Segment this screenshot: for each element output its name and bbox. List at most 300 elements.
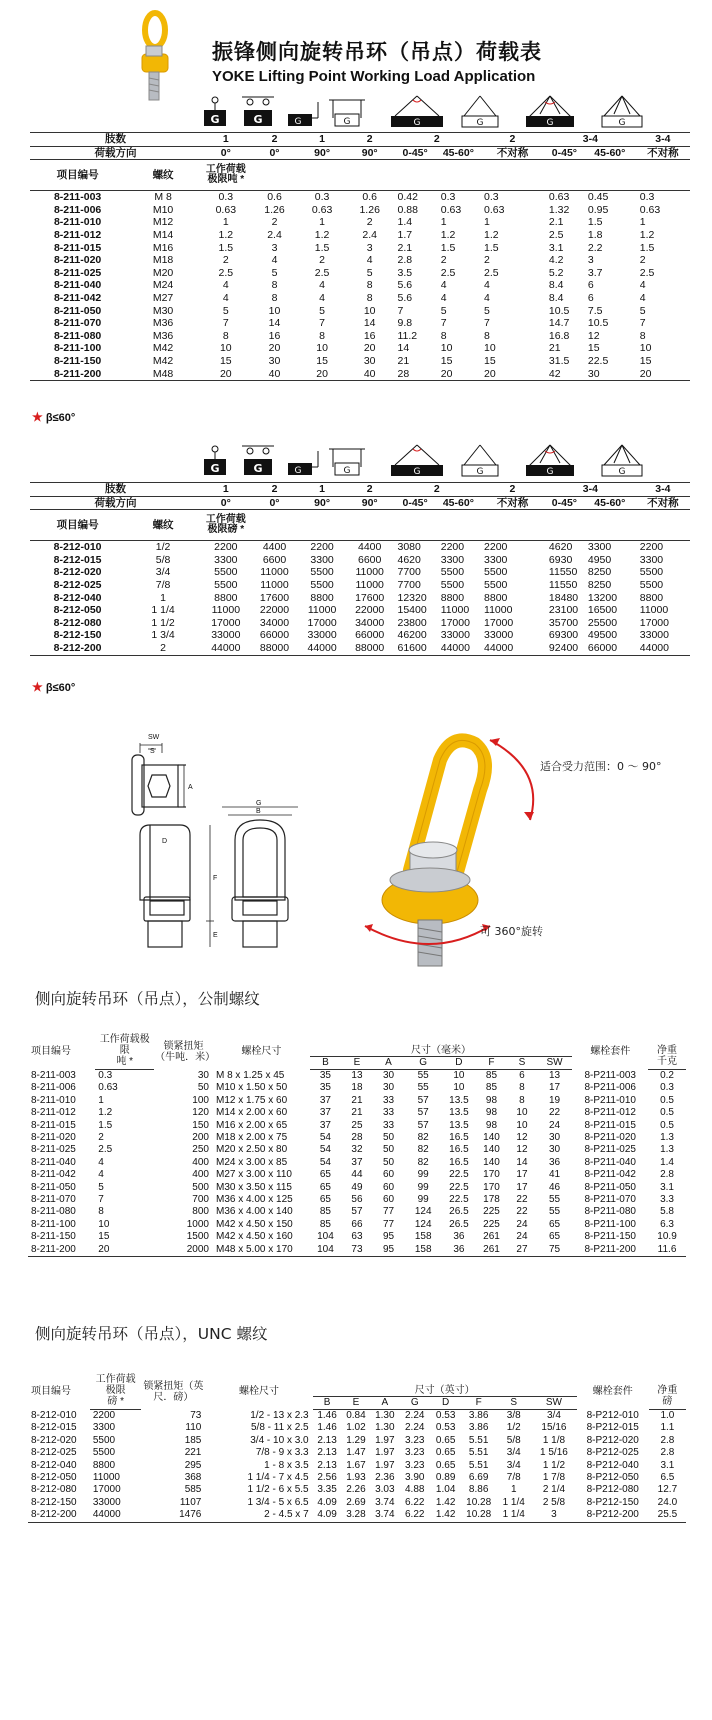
load-value: 5.2	[548, 266, 564, 279]
load-value: 0.3	[314, 191, 330, 204]
dim-s: 8	[519, 1082, 525, 1094]
dim-b: 85	[319, 1206, 331, 1218]
load-value: 4	[319, 291, 326, 304]
dim-b: 54	[319, 1156, 331, 1168]
load-value: 25500	[587, 616, 618, 629]
dim-b: 35	[319, 1069, 331, 1081]
dim-a: 95	[382, 1231, 395, 1243]
torque: 150	[192, 1119, 209, 1131]
dim-sw: 55	[548, 1193, 561, 1205]
load-value: 8	[319, 329, 326, 342]
bolt-kit: 8-P212-015	[586, 1422, 639, 1434]
dim-b: 2.13	[317, 1459, 337, 1471]
wll: 20	[95, 1244, 154, 1257]
dim-e: 44	[351, 1169, 363, 1181]
item-code: 8-211-012	[31, 1107, 76, 1119]
load-value: 17600	[259, 591, 290, 604]
item-code: 8-211-070	[31, 1193, 76, 1205]
direction-row: 荷载方向 0° 0° 90° 90° 0-45° 45-60° 不对称 0-45° 45-60° 不对称	[30, 496, 690, 510]
dim-a: 50	[382, 1131, 395, 1143]
bolt-size: M10 x 1.50 x 50	[215, 1082, 288, 1094]
load-value: 1	[440, 216, 447, 229]
load-value: 0.63	[548, 191, 570, 204]
load-value: 0.6	[267, 191, 282, 204]
torque: 250	[192, 1144, 209, 1156]
load-value: 2.8	[397, 254, 413, 267]
dim-f: 140	[483, 1131, 500, 1143]
load-value: 8.4	[548, 291, 564, 304]
dim-a: 1.30	[375, 1409, 395, 1421]
dim-a: 95	[373, 1244, 405, 1257]
dim-sw: 13	[548, 1069, 561, 1081]
bolt-size: M27 x 3.00 x 110	[215, 1169, 292, 1181]
torque: 500	[192, 1181, 209, 1193]
dim-e: 1.02	[346, 1422, 366, 1434]
thread: M24	[152, 279, 174, 292]
dim-f: 98	[485, 1094, 498, 1106]
load-value: 20	[437, 368, 480, 381]
load-value: 14	[363, 317, 376, 330]
item-code: 8-211-010	[31, 1094, 76, 1106]
thread: M12	[152, 216, 174, 229]
dim-a: 50	[382, 1144, 395, 1156]
double-side-icon	[325, 94, 369, 128]
item-code-header: 项目编号	[31, 1386, 71, 1398]
load-value: 14	[268, 317, 281, 330]
load-value: 7	[484, 317, 490, 330]
dim-sw: 17	[548, 1082, 561, 1094]
load-value: 22.5	[587, 354, 609, 367]
bolt-size-header: 螺栓尺寸	[239, 1386, 279, 1398]
load-value: 2.5	[314, 266, 330, 279]
load-value: 17000	[484, 616, 514, 629]
legs-row: 肢数 1 2 1 2 2 2 3-4 3-4	[30, 483, 690, 497]
load-value: 15400	[397, 604, 427, 617]
load-value: 10	[363, 304, 376, 317]
load-value: 46200	[397, 629, 427, 642]
load-value: 34000	[355, 616, 385, 629]
item-code: 8-212-080	[31, 1484, 77, 1496]
dim-g: 158	[404, 1244, 442, 1257]
table-row	[30, 292, 690, 305]
wll: 0.63	[98, 1082, 118, 1094]
load-value: 1.5	[218, 241, 234, 254]
item-code: 8-211-006	[31, 1082, 76, 1094]
dimension-header: 尺寸（英寸）	[313, 1374, 577, 1396]
dim-d: 10	[453, 1082, 465, 1094]
dim-b: 37	[319, 1119, 331, 1131]
thread: M20	[152, 266, 174, 279]
svg-text:G: G	[343, 466, 351, 476]
weight: 11.6	[648, 1244, 686, 1257]
beta-note-2: ★ β≤60°	[32, 680, 76, 694]
load-value: 0.3	[440, 191, 456, 204]
dim-s: 17	[516, 1169, 528, 1181]
dim-a: A	[188, 784, 193, 791]
load-value: 44000	[480, 642, 545, 655]
dim-g: 82	[417, 1156, 429, 1168]
load-value: 8800	[310, 591, 334, 604]
dim-d: 0.65	[435, 1447, 456, 1459]
load-value: 16	[268, 329, 281, 342]
dim-b: 4.09	[313, 1509, 342, 1522]
torque: 1107	[179, 1496, 202, 1508]
item-code: 8-212-200	[28, 1509, 90, 1522]
load-value: 33000	[440, 629, 470, 642]
load-value: 5	[639, 304, 646, 317]
single-vertical-icon	[193, 94, 237, 128]
table-row	[28, 1231, 686, 1243]
bolt-kit: 8-P211-080	[584, 1206, 636, 1218]
table-row	[28, 1460, 686, 1472]
item-code: 8-212-010	[31, 1409, 77, 1421]
dim-d: 1.42	[430, 1509, 461, 1522]
single-side-icon	[280, 94, 324, 128]
dim-s: 6	[519, 1069, 525, 1081]
dim-d: 22.5	[449, 1169, 469, 1181]
item-code: 8-211-150	[31, 1231, 76, 1243]
dim-s: 12	[516, 1144, 528, 1156]
load-value: 0.63	[639, 203, 661, 216]
table-row	[28, 1409, 686, 1422]
load-value: 1.7	[397, 228, 413, 241]
dim-f: 85	[485, 1069, 498, 1081]
product-thumbnail	[128, 8, 180, 104]
item-code-header: 项目编号	[30, 510, 125, 541]
torque: 120	[192, 1107, 209, 1119]
load-value: 2.2	[587, 241, 603, 254]
torque: 185	[184, 1434, 202, 1446]
load-value: 7700	[397, 578, 421, 591]
dim-e: 2.69	[346, 1496, 366, 1508]
dim-s: S	[150, 748, 155, 755]
svg-text:G: G	[294, 117, 302, 127]
torque: 1500	[186, 1231, 209, 1243]
table-row	[28, 1219, 686, 1231]
dim-g: 57	[417, 1094, 429, 1106]
load-value: 10	[316, 342, 328, 355]
multi-leg-angle-icon	[520, 94, 580, 128]
load-value: 20	[636, 368, 690, 381]
dim-d: 22.5	[449, 1181, 469, 1193]
bolt-kit: 8-P211-020	[584, 1131, 636, 1143]
item-code: 8-212-040	[53, 591, 102, 604]
load-value: 44000	[437, 642, 480, 655]
dim-f: 225	[483, 1218, 500, 1230]
dim-s: 10	[516, 1119, 528, 1131]
load-value: 4	[440, 291, 447, 304]
load-value: 0.3	[484, 191, 499, 204]
torque: 295	[184, 1459, 202, 1471]
load-value: 20	[268, 342, 281, 355]
dim-e: 1.67	[346, 1459, 366, 1471]
dim-b: 4.09	[317, 1496, 337, 1508]
table-row	[30, 342, 690, 355]
metric-heading: 侧向旋转吊环（吊点），公制螺纹	[35, 990, 260, 1008]
weight: 2.8	[660, 1447, 675, 1459]
wll: 33000	[92, 1496, 121, 1508]
load-value: 2	[222, 254, 229, 267]
thread: 7/8	[155, 578, 171, 591]
dim-s: 10	[516, 1107, 528, 1119]
load-value: 5.6	[397, 291, 413, 304]
torque: 800	[192, 1206, 209, 1218]
load-value: 4	[639, 279, 646, 292]
weight: 6.5	[660, 1471, 675, 1483]
load-value: 14.7	[548, 317, 570, 330]
load-value: 40	[251, 368, 299, 381]
load-value: 4400	[358, 541, 382, 554]
dim-g: 55	[417, 1069, 429, 1081]
dim-b: 3.35	[317, 1484, 337, 1496]
load-value: 5500	[310, 566, 334, 579]
load-value: 30	[584, 368, 636, 381]
load-value: 66000	[259, 629, 290, 642]
dim-sw: 1 1/2	[542, 1459, 566, 1471]
dim-a: 77	[382, 1218, 395, 1230]
wll: 2200	[92, 1409, 116, 1421]
bolt-size: M42 x 4.50 x 160	[215, 1231, 293, 1243]
dim-e: 0.84	[346, 1409, 366, 1421]
dim-d: 36	[442, 1244, 476, 1257]
load-value: 15	[587, 342, 600, 355]
dim-s: 8	[519, 1094, 525, 1106]
load-value: 2	[639, 254, 646, 267]
load-value: 88000	[346, 642, 394, 655]
load-value: 5500	[639, 578, 664, 591]
load-value: 2.5	[440, 266, 456, 279]
load-value: 2200	[214, 541, 238, 554]
item-code: 8-211-025	[53, 266, 102, 279]
thread: 1 1/2	[151, 616, 175, 629]
bolt-kit: 8-P211-015	[584, 1119, 636, 1131]
dim-d: 0.89	[435, 1471, 456, 1483]
load-value: 66000	[584, 642, 636, 655]
svg-text:G: G	[618, 467, 626, 477]
weight: 2.8	[660, 1169, 674, 1181]
bolt-size: 7/8 - 9 x 3.3	[255, 1447, 309, 1459]
load-value: 33000	[484, 629, 514, 642]
load-value: 2.5	[218, 266, 234, 279]
bolt-kit: 8-P212-020	[586, 1434, 639, 1446]
table-row	[30, 317, 690, 330]
load-value: 20	[363, 342, 376, 355]
load-value: 11.2	[397, 329, 418, 342]
dim-s: 1	[510, 1484, 517, 1496]
dim-e: 32	[351, 1144, 363, 1156]
bolt-kit: 8-P211-006	[584, 1082, 636, 1094]
thread-header: 螺纹	[125, 510, 201, 541]
load-value: 1.26	[359, 203, 380, 216]
torque: 2000	[154, 1244, 213, 1257]
load-value: 10	[219, 342, 232, 355]
bolt-kit: 8-P211-010	[584, 1094, 636, 1106]
load-value: 2.5	[639, 266, 655, 279]
load-value: 6	[587, 291, 594, 304]
table-row	[30, 267, 690, 280]
dim-g: 57	[417, 1107, 429, 1119]
thread: M 8	[154, 191, 172, 204]
dim-a: 1.97	[375, 1447, 395, 1459]
double-angle-icon	[385, 443, 449, 477]
bolt-kit: 8-P211-042	[584, 1169, 636, 1181]
table-row	[28, 1157, 686, 1169]
dim-d: 13.5	[449, 1119, 469, 1131]
dim-f: 85	[485, 1082, 498, 1094]
wll: 2.5	[98, 1144, 113, 1156]
table-row	[30, 592, 690, 605]
weight: 12.7	[657, 1484, 678, 1496]
item-code: 8-212-010	[53, 541, 102, 554]
dim-sw: 41	[548, 1169, 561, 1181]
table-row	[28, 1194, 686, 1206]
bolt-kit: 8-P211-050	[584, 1181, 636, 1193]
item-code: 8-211-042	[31, 1169, 76, 1181]
load-value: 8800	[214, 591, 238, 604]
bolt-size: M18 x 2.00 x 75	[215, 1131, 288, 1143]
dim-d: 16.5	[449, 1156, 469, 1168]
load-value: 0.6	[362, 191, 377, 204]
dim-sw: 3	[531, 1509, 576, 1522]
load-value: 8250	[587, 578, 612, 591]
wll: 5500	[92, 1447, 116, 1459]
bolt-kit: 8-P211-003	[584, 1069, 636, 1081]
load-value: 8	[271, 291, 278, 304]
dim-a: 3.74	[375, 1496, 395, 1508]
load-value: 20	[298, 368, 346, 381]
load-value: 12320	[397, 591, 427, 604]
bolt-size: 1 1/2 - 6 x 5.5	[247, 1484, 309, 1496]
dim-a: 2.36	[375, 1471, 395, 1483]
load-value: 11000	[260, 566, 289, 579]
table-row	[28, 1447, 686, 1459]
unc-unit-row: 磅 * B E A G D F S SW 磅	[28, 1396, 686, 1409]
load-value: 1.2	[314, 228, 330, 241]
item-code: 8-211-040	[31, 1156, 76, 1168]
table-row	[28, 1206, 686, 1218]
dim-s: 17	[516, 1181, 528, 1193]
load-value: 11000	[211, 604, 241, 617]
thread: 5/8	[155, 553, 171, 566]
dim-sw: 30	[548, 1144, 561, 1156]
dim-f: 98	[485, 1119, 498, 1131]
item-code: 8-211-006	[53, 203, 102, 216]
dim-a: 1.97	[375, 1434, 395, 1446]
unc-header-row	[28, 1374, 686, 1396]
torque-header: 锁紧扭矩（牛吨．米）	[155, 1040, 216, 1063]
thread: M48	[125, 368, 201, 381]
direction-label: 荷载方向	[30, 496, 201, 510]
torque: 200	[192, 1131, 209, 1143]
dim-sw: 65	[548, 1218, 561, 1230]
dim-b: 35	[319, 1082, 331, 1094]
item-code: 8-212-040	[31, 1459, 77, 1471]
dim-f: 225	[483, 1206, 500, 1218]
dim-a: 33	[382, 1107, 395, 1119]
load-value: 1.5	[639, 241, 655, 254]
table-row	[28, 1182, 686, 1194]
item-code: 8-211-025	[31, 1144, 76, 1156]
load-value: 5	[222, 304, 229, 317]
load-value: 3300	[214, 553, 238, 566]
wll: 1	[98, 1094, 104, 1106]
legs-label: 肢数	[30, 483, 201, 497]
load-value: 92400	[545, 642, 584, 655]
table-row	[28, 1069, 686, 1082]
wll: 11000	[92, 1471, 120, 1483]
bolt-kit: 8-P211-040	[584, 1156, 636, 1168]
load-value: 5500	[484, 578, 508, 591]
dim-sw: 46	[548, 1181, 561, 1193]
swivel-hoist-ring-photo	[340, 730, 560, 980]
wll: 17000	[92, 1484, 121, 1496]
load-value: 30	[268, 354, 281, 367]
load-value: 44000	[201, 642, 251, 655]
dim-sw: 24	[548, 1119, 561, 1131]
load-value: 1.2	[639, 228, 655, 241]
load-value: 17600	[355, 591, 385, 604]
weight: 10.9	[657, 1231, 677, 1243]
load-value: 4400	[262, 541, 287, 554]
weight: 25.5	[649, 1509, 686, 1522]
table-row	[28, 1082, 686, 1094]
table-row	[28, 1509, 686, 1522]
load-value: 5500	[484, 566, 508, 579]
load-value: 4	[222, 291, 229, 304]
dim-f: 10.28	[461, 1509, 496, 1522]
load-value: 1.32	[548, 203, 570, 216]
dim-s: 24	[516, 1218, 528, 1230]
dim-b: 37	[319, 1094, 331, 1106]
load-value: 0.3	[639, 191, 655, 204]
svg-text:G: G	[546, 118, 554, 128]
dim-d: D	[162, 838, 168, 845]
bolt-kit: 8-P212-025	[586, 1447, 639, 1459]
load-value: 8	[366, 291, 373, 304]
load-value: 2.1	[548, 216, 564, 229]
table-row	[28, 1472, 686, 1484]
item-code: 8-211-050	[31, 1181, 76, 1193]
svg-text:G: G	[413, 118, 421, 128]
torque: 700	[192, 1193, 209, 1205]
dim-s: 3/8	[506, 1409, 521, 1421]
torque: 400	[192, 1156, 209, 1168]
table-row	[30, 305, 690, 318]
multi-leg-angle-icon	[520, 443, 580, 477]
dim-d: 0.65	[435, 1434, 456, 1446]
wll-header: 工作荷载极限	[95, 1374, 136, 1396]
bolt-kit: 8-P212-150	[586, 1496, 639, 1508]
dim-b: 2.13	[317, 1434, 337, 1446]
load-value: 3	[271, 241, 278, 254]
load-value: 3300	[310, 553, 334, 566]
dim-g: 99	[417, 1193, 429, 1205]
table-row	[30, 254, 690, 267]
load-value: 2	[319, 254, 326, 267]
item-code-header: 项目编号	[31, 1046, 71, 1058]
load-value: 5	[440, 304, 447, 317]
rotation-note: 可 360°旋转	[480, 925, 543, 938]
dim-a: 1.97	[375, 1459, 395, 1471]
item-code: 8-211-080	[53, 329, 102, 342]
bolt-size: M14 x 2.00 x 60	[215, 1107, 288, 1119]
load-value: 5500	[214, 578, 238, 591]
thread: M30	[152, 304, 174, 317]
load-value: 14	[397, 342, 410, 355]
load-value: 16.8	[548, 329, 570, 342]
load-value: 2.5	[484, 266, 499, 279]
load-value: 18480	[548, 591, 579, 604]
